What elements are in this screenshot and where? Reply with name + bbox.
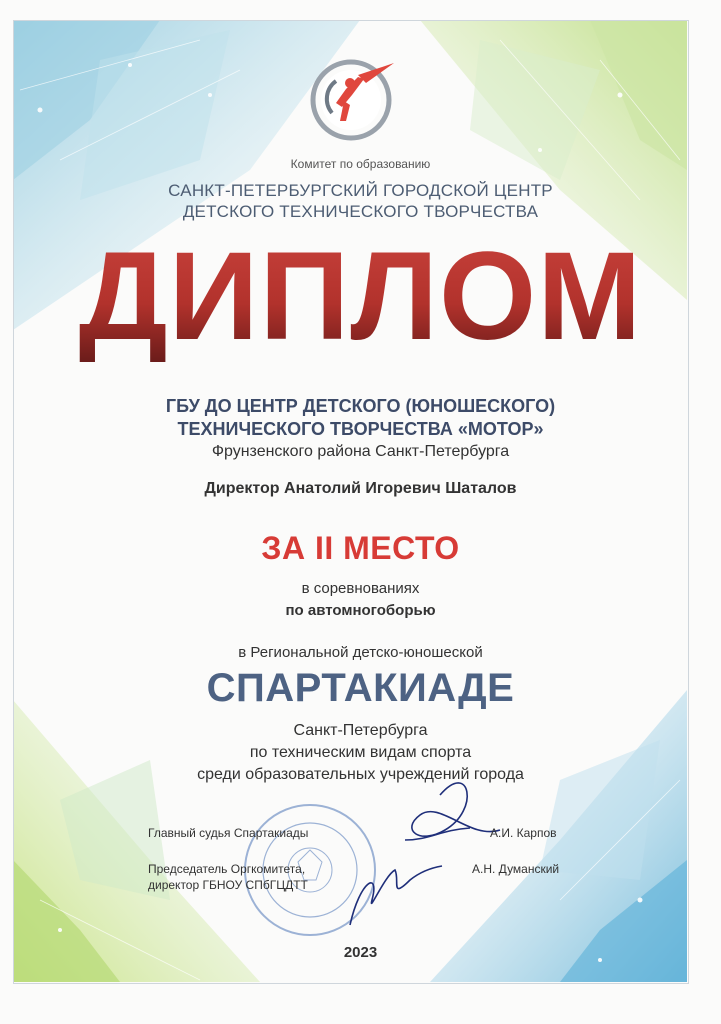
award-line-3: в Региональной детско-юношеской	[238, 644, 483, 661]
recipient-director: Директор Анатолий Игоревич Шаталов	[204, 480, 517, 497]
award-line-2: по автомногоборью	[285, 602, 436, 619]
organization-line-2: ДЕТСКОГО ТЕХНИЧЕСКОГО ТВОРЧЕСТВА	[182, 202, 539, 221]
event-name: СПАРТАКИАДЕ	[206, 666, 515, 710]
diploma-title: ДИПЛОМ	[0, 232, 721, 362]
recipient-line-2: ТЕХНИЧЕСКОГО ТВОРЧЕСТВА «МОТОР»	[177, 419, 544, 439]
chair-title-2: директор ГБНОУ СПбГЦДТТ	[148, 878, 308, 892]
chair-title	[148, 861, 308, 893]
chair-name: А.Н. Думанский	[472, 862, 560, 876]
judge-name: А.И. Карпов	[490, 826, 557, 840]
event-detail-3: среди образовательных учреждений города	[197, 766, 524, 783]
award-place: ЗА II МЕСТО	[261, 530, 460, 566]
chair-title-1: Председатель Оргкомитета,	[148, 862, 306, 876]
recipient-line-1: ГБУ ДО ЦЕНТР ДЕТСКОГО (ЮНОШЕСКОГО)	[165, 396, 556, 416]
committee-name: Комитет по образованию	[290, 157, 431, 171]
event-detail-2: по техническим видам спорта	[249, 744, 472, 761]
award-line-1: в соревнованиях	[301, 580, 420, 597]
recipient-district: Фрунзенского района Санкт-Петербурга	[211, 443, 510, 460]
organization-line-1: САНКТ-ПЕТЕРБУРГСКИЙ ГОРОДСКОЙ ЦЕНТР	[168, 181, 553, 200]
year: 2023	[343, 944, 378, 961]
judge-title: Главный судья Спартакиады	[148, 826, 309, 840]
event-detail-1: Санкт-Петербурга	[293, 722, 428, 739]
